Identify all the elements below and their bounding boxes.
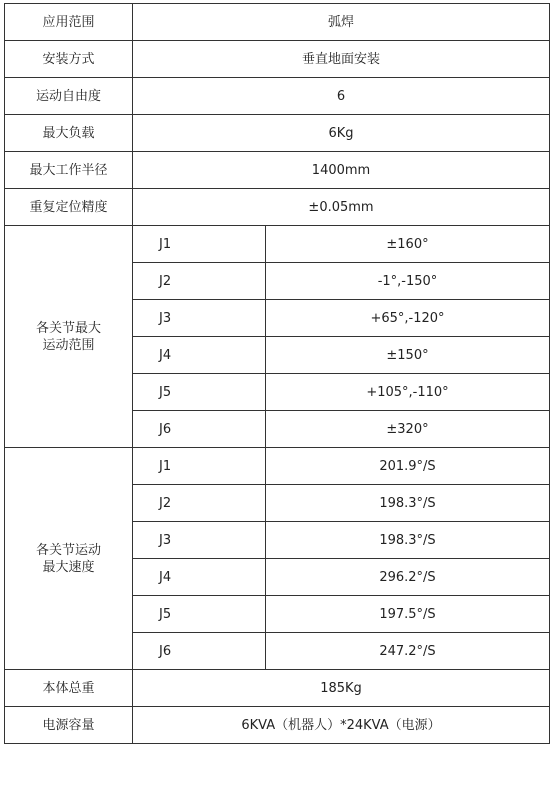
joint-value: ±160° xyxy=(266,226,550,263)
spec-label: 本体总重 xyxy=(5,670,133,707)
spec-row-reach xyxy=(5,152,550,189)
joint-value: 198.3°/S xyxy=(266,522,550,559)
joint-name: J6 xyxy=(133,633,266,670)
joint-name: J6 xyxy=(133,411,266,448)
joint-value: +65°,-120° xyxy=(266,300,550,337)
spec-label: 最大工作半径 xyxy=(5,152,133,189)
joint-name: J4 xyxy=(133,559,266,596)
spec-value: 6KVA（机器人）*24KVA（电源） xyxy=(133,707,550,744)
spec-label: 重复定位精度 xyxy=(5,189,133,226)
spec-value: 6Kg xyxy=(133,115,550,152)
joint-value: ±150° xyxy=(266,337,550,374)
joint-name: J3 xyxy=(133,300,266,337)
joint-value: 296.2°/S xyxy=(266,559,550,596)
spec-row-weight xyxy=(5,670,550,707)
spec-table xyxy=(4,3,550,744)
spec-row-power xyxy=(5,707,550,744)
joint-name: J1 xyxy=(133,226,266,263)
joint-name: J1 xyxy=(133,448,266,485)
joint-value: 197.5°/S xyxy=(266,596,550,633)
spec-label: 最大负载 xyxy=(5,115,133,152)
spec-value: 垂直地面安装 xyxy=(133,41,550,78)
joint-name: J2 xyxy=(133,263,266,300)
joint-value: -1°,-150° xyxy=(266,263,550,300)
joint-name: J2 xyxy=(133,485,266,522)
spec-row-mounting xyxy=(5,41,550,78)
joint-name: J5 xyxy=(133,596,266,633)
joint-name: J4 xyxy=(133,337,266,374)
range-group-label: 各关节最大 运动范围 xyxy=(5,226,133,448)
joint-name: J3 xyxy=(133,522,266,559)
spec-value: 185Kg xyxy=(133,670,550,707)
spec-value: 弧焊 xyxy=(133,4,550,41)
spec-value: 6 xyxy=(133,78,550,115)
spec-row-application xyxy=(5,4,550,41)
spec-label: 运动自由度 xyxy=(5,78,133,115)
joint-value: 201.9°/S xyxy=(266,448,550,485)
spec-value: 1400mm xyxy=(133,152,550,189)
spec-value: ±0.05mm xyxy=(133,189,550,226)
spec-label: 应用范围 xyxy=(5,4,133,41)
joint-value: 198.3°/S xyxy=(266,485,550,522)
spec-label: 电源容量 xyxy=(5,707,133,744)
range-row xyxy=(5,226,550,263)
spec-row-dof xyxy=(5,78,550,115)
joint-value: 247.2°/S xyxy=(266,633,550,670)
joint-name: J5 xyxy=(133,374,266,411)
joint-value: +105°,-110° xyxy=(266,374,550,411)
speed-row xyxy=(5,448,550,485)
spec-row-payload xyxy=(5,115,550,152)
speed-group-label: 各关节运动 最大速度 xyxy=(5,448,133,670)
spec-row-repeatability xyxy=(5,189,550,226)
spec-label: 安装方式 xyxy=(5,41,133,78)
joint-value: ±320° xyxy=(266,411,550,448)
